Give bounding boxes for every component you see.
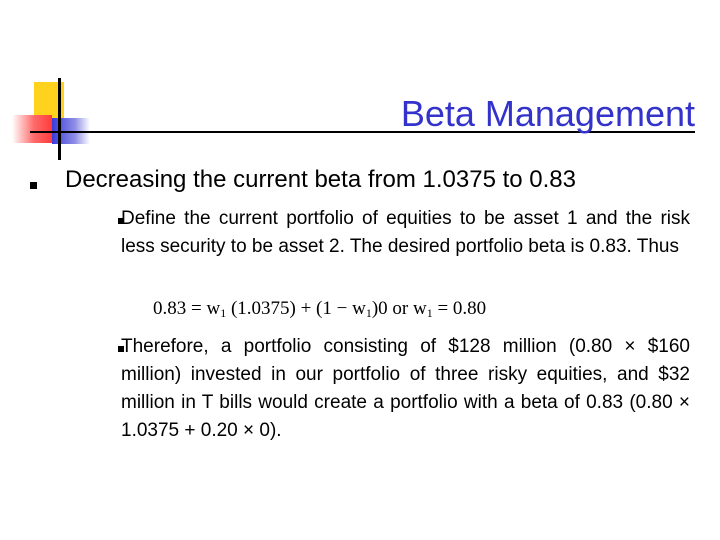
- decor-red-square: [12, 115, 52, 143]
- sub-bullet-therefore: Therefore, a portfolio consisting of $128 million (0.80 × $160 million) invested in our portfolio of three risky equities, and $32 million in T bills would create a portfolio with a beta of 0.83 (0.80 × 1.0375 + 0.20 × 0).: [121, 336, 690, 441]
- decor-vertical-line: [58, 78, 61, 160]
- main-bullet-text: Decreasing the current beta from 1.0375 to 0.83: [65, 166, 576, 193]
- slide-title: Beta Management: [400, 93, 695, 134]
- beta-equation: $0.83 = w_1$ $(1.0375) + (1 - w_1)0$ or $w_1 = 0.80$: [153, 298, 487, 320]
- bullet-square-icon: [30, 182, 37, 189]
- sub-bullet-define: Define the current portfolio of equities to be asset 1 and the risk less security to be asset 2. The desired portfolio beta is 0.83. Thus: [121, 208, 690, 257]
